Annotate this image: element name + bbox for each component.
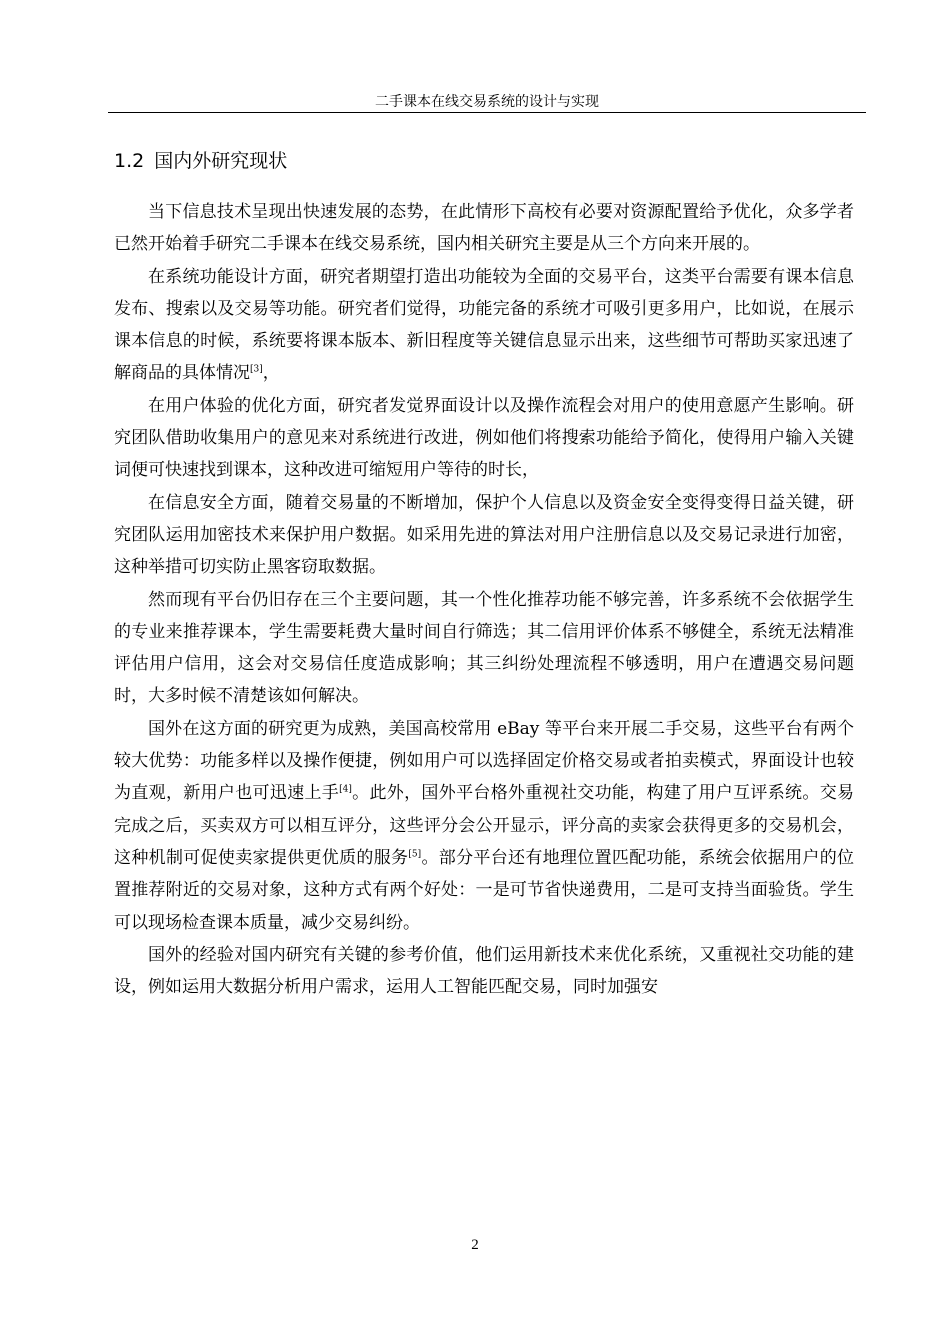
paragraph xyxy=(114,196,854,261)
header-title: 二手课本在线交易系统的设计与实现 xyxy=(375,94,599,110)
paragraph xyxy=(114,939,854,1004)
citation: [5] xyxy=(408,849,422,860)
citation: [3] xyxy=(250,364,263,375)
paragraph-text: 国外在这方面的研究更为成熟，美国高校常用 eBay 等平台来开展二手交易，这些平台有两个较大优势：功能多样以及操作便捷，例如用户可以选择固定价格交易或者拍卖模式，界面设计也较为直观，新用户也可迅速上手 xyxy=(114,718,854,804)
paragraph-text: 然而现有平台仍旧存在三个主要问题，其一个性化推荐功能不够完善，许多系统不会依据学生的专业来推荐课本，学生需要耗费大量时间自行筛选；其二信用评价体系不够健全，系统无法精准评估用户信用，这会对交易信任度造成影响；其三纠纷处理流程不够透明，用户在遭遇交易问题时，大多时候不清楚该如何解决。 xyxy=(114,589,854,707)
paragraph-text: 在信息安全方面，随着交易量的不断增加，保护个人信息以及资金安全变得变得日益关键，研究团队运用加密技术来保护用户数据。如采用先进的算法对用户注册信息以及交易记录进行加密，这种举措可切实防止黑客窃取数据。 xyxy=(114,492,854,578)
paragraph-text: 当下信息技术呈现出快速发展的态势，在此情形下高校有必要对资源配置给予优化，众多学者已然开始着手研究二手课本在线交易系统，国内相关研究主要是从三个方向来开展的。 xyxy=(114,202,854,255)
paragraph-text: ， xyxy=(262,363,280,384)
paragraph xyxy=(114,487,854,584)
paragraph-text: 在用户体验的优化方面，研究者发觉界面设计以及操作流程会对用户的使用意愿产生影响。研究团队借助收集用户的意见来对系统进行改进，例如他们将搜索功能给予简化，使得用户输入关键词便可快速找到课本，这种改进可缩短用户等待的时长， xyxy=(114,395,854,481)
citation: [4] xyxy=(339,784,352,795)
paragraph-text: 国外的经验对国内研究有关键的参考价值，他们运用新技术来优化系统，又重视社交功能的建设，例如运用大数据分析用户需求，运用人工智能匹配交易，同时加强安 xyxy=(114,944,854,998)
header-rule xyxy=(108,112,866,113)
paragraph-text: 。此外，国外平台格外重视社交功能，构建了用户互评系统。交易完成之后，买卖双方可以相互评分，这些评分会公开显示，评分高的卖家会获得更多的交易机会，这种机制可促使卖家提供更优质的服务 xyxy=(114,783,855,868)
paragraph xyxy=(114,261,854,390)
paragraph-text: 在系统功能设计方面，研究者期望打造出功能较为全面的交易平台，这类平台需要有课本信息发布、搜索以及交易等功能。研究者们觉得，功能完备的系统才可吸引更多用户，比如说，在展示课本信息的时候，系统要将课本版本、新旧程度等关键信息显示出来，这些细节可帮助买家迅速了解商品的具体情况 xyxy=(114,266,854,384)
paragraph-text: 。部分平台还有地理位置匹配功能，系统会依据用户的位置推荐附近的交易对象，这种方式有两个好处：一是可节省快递费用，二是可支持当面验货。学生可以现场检查课本质量，减少交易纠纷。 xyxy=(114,847,855,933)
paragraph xyxy=(114,390,854,487)
running-header xyxy=(108,93,866,111)
paragraph xyxy=(114,713,854,939)
body-text xyxy=(114,196,854,1003)
section-heading xyxy=(114,148,287,174)
section-number: 1.2 xyxy=(114,150,145,172)
section-title: 国内外研究现状 xyxy=(154,150,288,172)
page-number: 2 xyxy=(471,1237,479,1253)
paragraph xyxy=(114,584,854,713)
